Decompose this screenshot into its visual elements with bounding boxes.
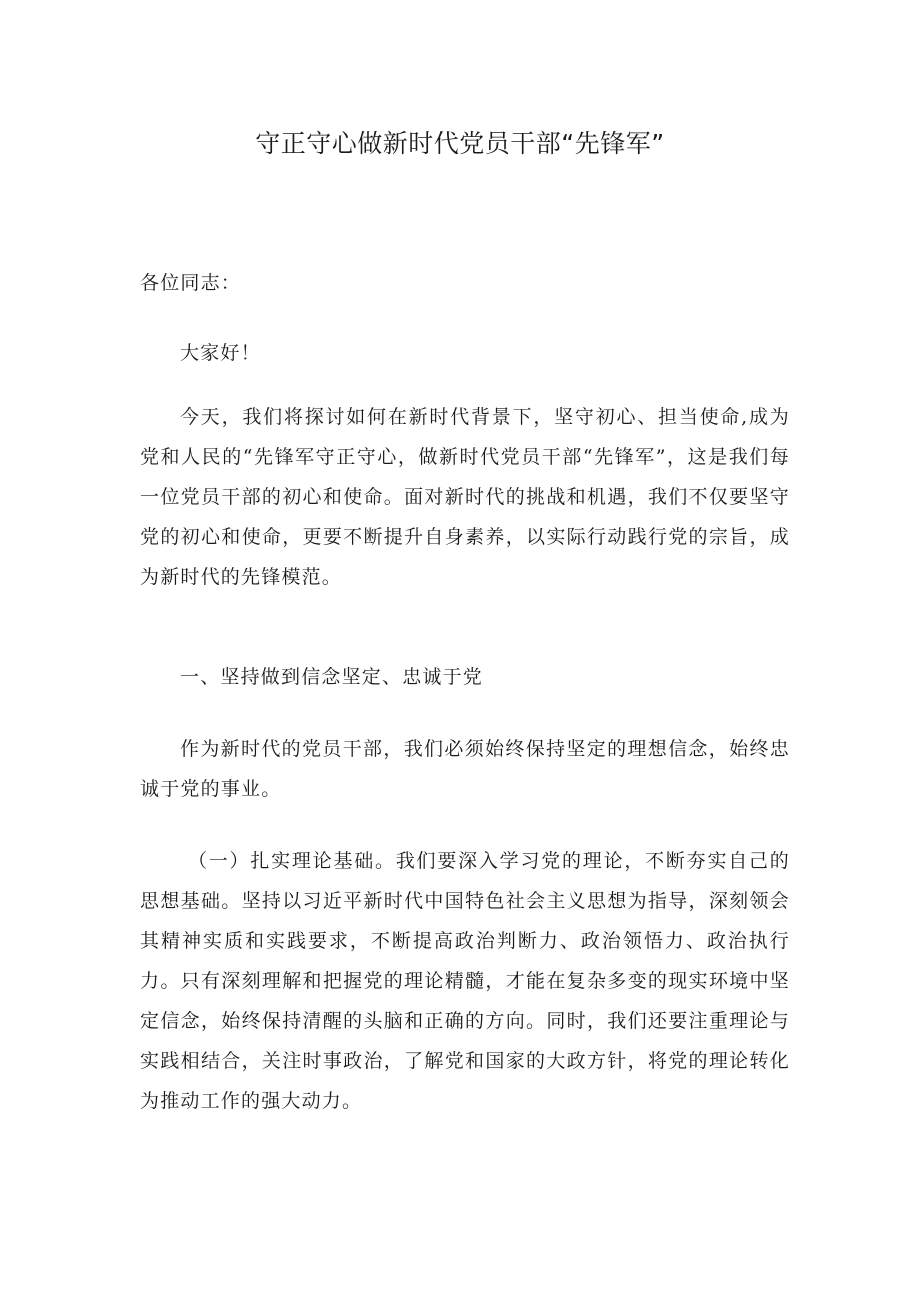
paragraph-section-intro: 作为新时代的党员干部，我们必须始终保持坚定的理想信念，始终忠诚于党的事业。 (140, 738, 790, 800)
greeting: 大家好！ (180, 342, 261, 364)
paragraph-subsection-1: （一）扎实理论基础。我们要深入学习党的理论，不断夯实自己的思想基础。坚持以习近平新时代中国特色社会主义思想为指导，深刻领会其精神实质和实践要求，不断提高政治判断力、政治领悟力、政治执行力。只有深刻理解和把握党的理论精髓，才能在复杂多变的现实环境中坚定信念，始终保持清醒的头脑和正确的方向。同时，我们还要注重理论与实践相结合，关注时事政治，了解党和国家的大政方针，将党的理论转化为推动工作的强大动力。 (140, 850, 790, 1112)
document-title: 守正守心做新时代党员干部“先锋军” (255, 129, 665, 158)
salutation: 各位同志： (140, 272, 242, 294)
section-heading: 一、坚持做到信念坚定、忠诚于党 (180, 666, 484, 688)
paragraph-intro: 今天，我们将探讨如何在新时代背景下，坚守初心、担当使命,成为党和人民的“先锋军守正守心，做新时代党员干部“先锋军”，这是我们每一位党员干部的初心和使命。面对新时代的挑战和机遇，我们不仅要坚守党的初心和使命，更要不断提升自身素养，以实际行动践行党的宗旨，成为新时代的先锋模范。 (140, 406, 790, 588)
